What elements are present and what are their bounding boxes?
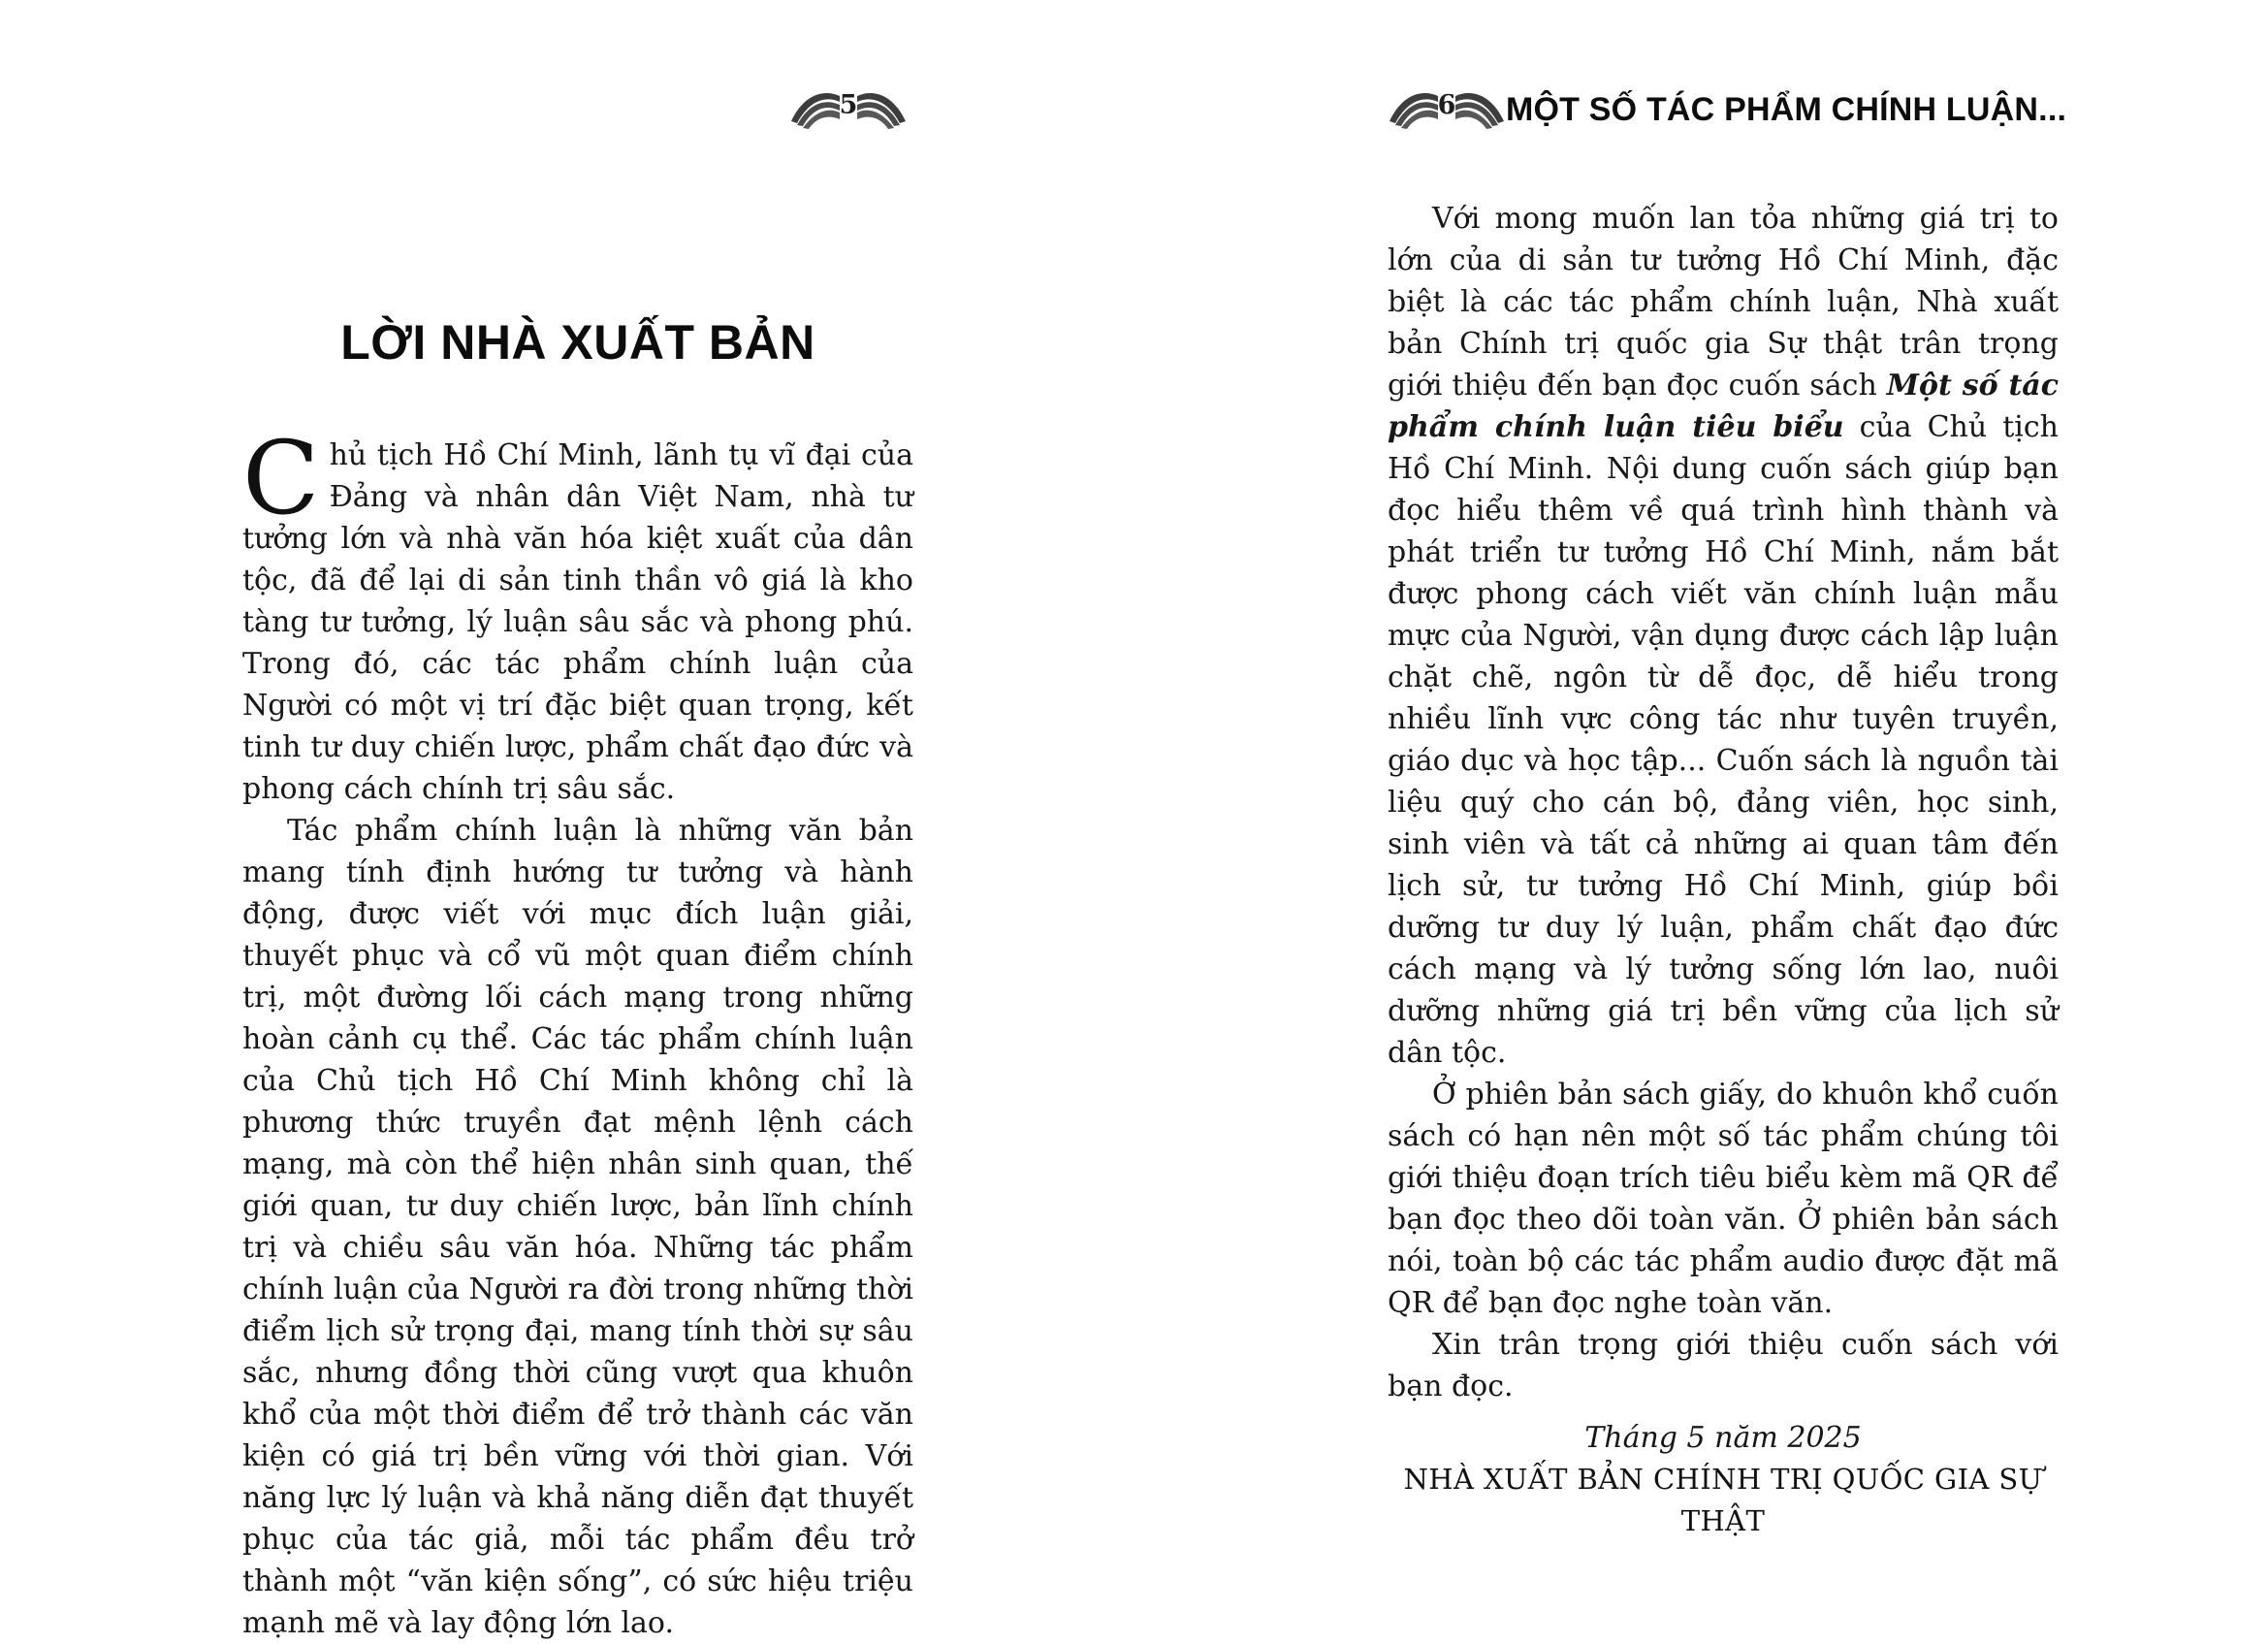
paragraph [1388,198,2059,1074]
book-ornament-icon [789,86,908,133]
right-running-head [1388,85,2067,134]
paragraph: Tác phẩm chính luận là những văn bản mang tính định hướng tư tưởng và hành động, được viết với mục đích luận giải, thuyết phục và cổ vũ một quan điểm chính trị, một đường lối cách mạng trong những hoàn cảnh cụ thể. Các tác phẩm chính luận của Chủ tịch Hồ Chí Minh không chỉ là phương thức truyền đạt mệnh lệnh cách mạng, mà còn thể hiện nhân sinh quan, thế giới quan, tư duy chiến lược, bản lĩnh chính trị và chiều sâu văn hóa. Những tác phẩm chính luận của Người ra đời trong những thời điểm lịch sử trọng đại, mang tính thời sự sâu sắc, nhưng đồng thời cũng vượt qua khuôn khổ của một thời điểm để trở thành các văn kiện có giá trị bền vững với thời gian. Với năng lực lý luận và khả năng diễn đạt thuyết phục của tác giả, mỗi tác phẩm đều trở thành một “văn kiện sống”, có sức hiệu triệu mạnh mẽ và lay động lớn lao. [242,814,913,1640]
right-text-column [1388,0,2067,1542]
spacer [242,371,913,435]
book-title-inline: Một số tác phẩm chính luận tiêu biểu [1388,369,2060,444]
page-left [0,0,1134,1640]
paragraph-text: Với mong muốn lan tỏa những giá trị to lớn của di sản tư tưởng Hồ Chí Minh, đặc biệt là các tác phẩm chính luận, Nhà xuất bản Chính trị quốc gia Sự thật trân trọng giới thiệu đến bạn đọc cuốn sách [1388,202,2059,403]
running-title: MỘT SỐ TÁC PHẨM CHÍNH LUẬN... [1506,90,2067,128]
date-line: Tháng 5 năm 2025 [1584,1421,1862,1455]
paragraph-text: của Chủ tịch Hồ Chí Minh. Nội dung cuốn sách giúp bạn đọc hiểu thêm về quá trình hình thành và phát triển tư tưởng Hồ Chí Minh, nắm bắt được phong cách viết văn chính luận mẫu mực của Người, vận dụng được cách lập luận chặt chẽ, ngôn từ dễ đọc, dễ hiểu trong nhiều lĩnh vực công tác như tuyên truyền, giáo dục và học tập... Cuốn sách là nguồn tài liệu quý cho cán bộ, đảng viên, học sinh, sinh viên và tất cả những ai quan tâm đến lịch sử, tư tưởng Hồ Chí Minh, giúp bồi dưỡng tư duy lý luận, phẩm chất đạo đức cách mạng và lý tưởng sống lớn lao, nuôi dưỡng những giá trị bền vững của lịch sử dân tộc. [1388,410,2059,1070]
paragraph: Ở phiên bản sách giấy, do khuôn khổ cuốn sách có hạn nên một số tác phẩm chúng tôi giới thiệu đoạn trích tiêu biểu kèm mã QR để bạn đọc theo dõi toàn văn. Ở phiên bản sách nói, toàn bộ các tác phẩm audio được đặt mã QR để bạn đọc nghe toàn văn. [1388,1078,2059,1320]
paragraph-text: hủ tịch Hồ Chí Minh, lãnh tụ vĩ đại của Đảng và nhân dân Việt Nam, nhà tư tưởng lớn và nhà văn hóa kiệt xuất của dân tộc, đã để lại di sản tinh thần vô giá là kho tàng tư tưởng, lý luận sâu sắc và phong phú. Trong đó, các tác phẩm chính luận của Người có một vị trí đặc biệt quan trọng, kết tinh tư duy chiến lược, phẩm chất đạo đức và phong cách chính trị sâu sắc. [242,438,913,806]
page-number: 6 [1437,90,1456,120]
paragraph: Xin trân trọng giới thiệu cuốn sách với bạn đọc. [1388,1328,2059,1403]
paragraph [242,419,913,810]
spacer [1388,134,2059,198]
page-right [1134,0,2267,1604]
left-text-column [242,0,913,1644]
drop-cap: C [242,419,320,537]
left-running-head [242,85,913,134]
book-ornament-icon [1388,86,1506,133]
chapter-title: LỜI NHÀ XUẤT BẢN [340,315,815,370]
page-number: 5 [839,90,858,120]
publisher-line: NHÀ XUẤT BẢN CHÍNH TRỊ QUỐC GIA SỰ THẬT [1403,1463,2043,1537]
